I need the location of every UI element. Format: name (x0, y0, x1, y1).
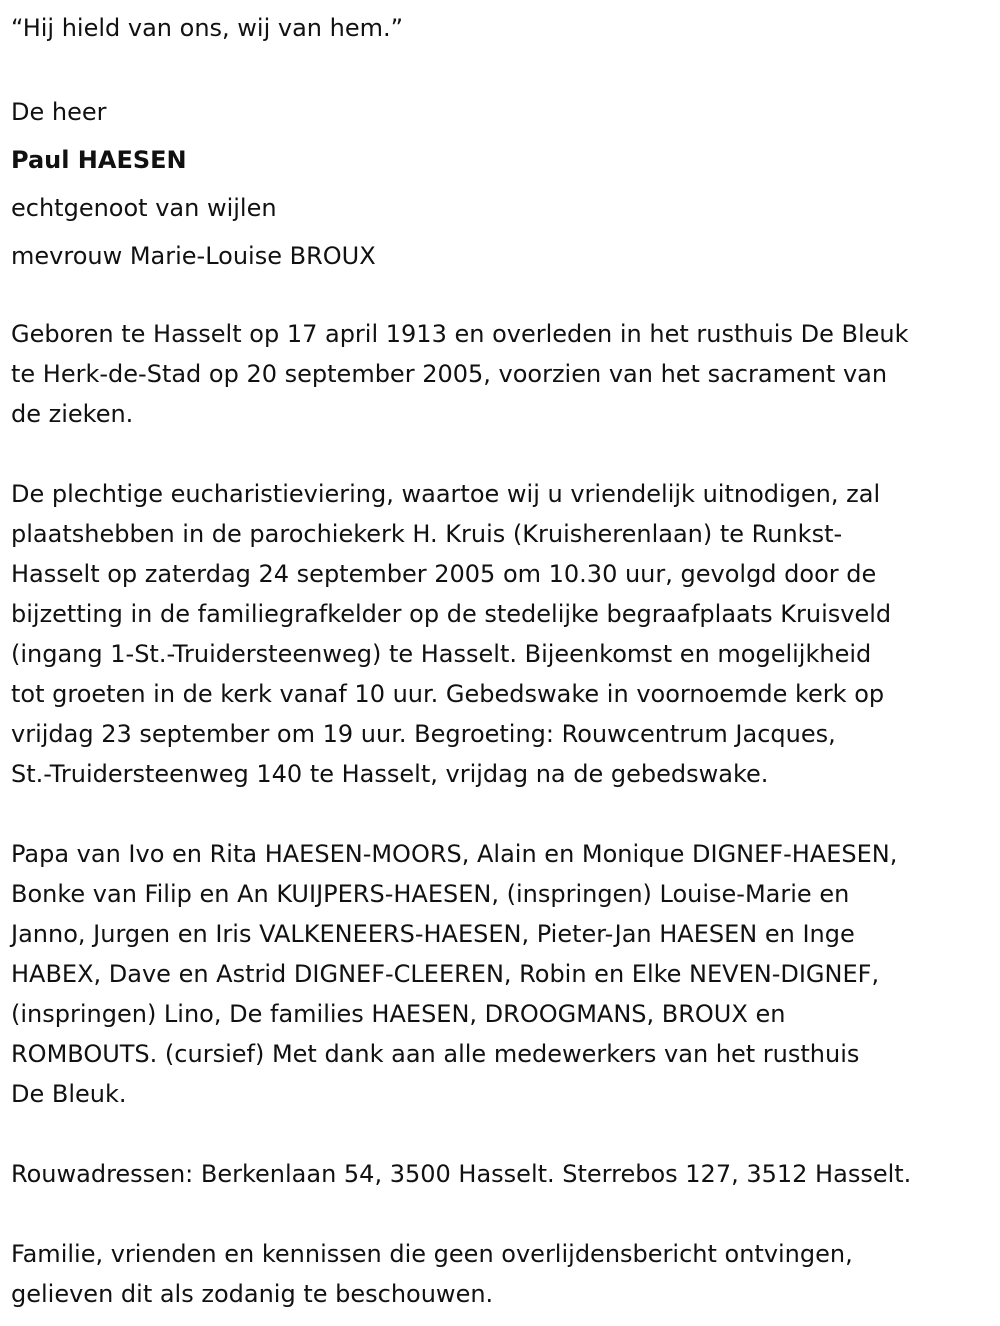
deceased-name: Paul HAESEN (11, 146, 187, 174)
spacer (11, 1114, 996, 1154)
paragraph-line: Janno, Jurgen en Iris VALKENEERS-HAESEN, Pieter-Jan HAESEN en Inge (11, 920, 855, 948)
spouse-name: mevrouw Marie-Louise BROUX (11, 242, 376, 270)
paragraph-line: ROMBOUTS. (cursief) Met dank aan alle medewerkers van het rusthuis (11, 1040, 860, 1068)
paragraph-line: (ingang 1-St.-Truidersteenweg) te Hasselt. Bijeenkomst en mogelijkheid (11, 640, 872, 668)
spacer (11, 794, 996, 834)
paragraph-line: vrijdag 23 september om 19 uur. Begroeting: Rouwcentrum Jacques, (11, 720, 836, 748)
mourning-addresses: Rouwadressen: Berkenlaan 54, 3500 Hasselt. Sterrebos 127, 3512 Hasselt. (11, 1160, 912, 1188)
paragraph-line: HABEX, Dave en Astrid DIGNEF-CLEEREN, Robin en Elke NEVEN-DIGNEF, (11, 960, 880, 988)
paragraph-line: De plechtige eucharistieviering, waartoe wij u vriendelijk uitnodigen, zal (11, 480, 881, 508)
paragraph-line: tot groeten in de kerk vanaf 10 uur. Gebedswake in voornoemde kerk op (11, 680, 885, 708)
family-paragraph (11, 834, 996, 1114)
paragraph-line: bijzetting in de familiegrafkelder op de stedelijke begraafplaats Kruisveld (11, 600, 892, 628)
paragraph-line: Papa van Ivo en Rita HAESEN-MOORS, Alain en Monique DIGNEF-HAESEN, (11, 840, 898, 868)
paragraph-line: St.-Truidersteenweg 140 te Hasselt, vrijdag na de gebedswake. (11, 760, 769, 788)
spacer (11, 1194, 996, 1234)
paragraph-line: (inspringen) Lino, De families HAESEN, DROOGMANS, BROUX en (11, 1000, 786, 1028)
paragraph-line: plaatshebben in de parochiekerk H. Kruis (Kruisherenlaan) te Runkst- (11, 520, 843, 548)
paragraph-line: Geboren te Hasselt op 17 april 1913 en overleden in het rusthuis De Bleuk (11, 320, 909, 348)
paragraph-line: Bonke van Filip en An KUIJPERS-HAESEN, (inspringen) Louise-Marie en (11, 880, 850, 908)
opening-quote: “Hij hield van ons, wij van hem.” (11, 14, 404, 42)
spacer (11, 48, 996, 88)
paragraph-line: Familie, vrienden en kennissen die geen overlijdensbericht ontvingen, (11, 1240, 853, 1268)
honorific: De heer (11, 98, 107, 126)
obituary-document (11, 8, 996, 1314)
paragraph-line: de zieken. (11, 400, 134, 428)
closing-paragraph (11, 1234, 996, 1314)
spacer (11, 280, 996, 314)
paragraph-line: te Herk-de-Stad op 20 september 2005, voorzien van het sacrament van (11, 360, 888, 388)
paragraph-line: Hasselt op zaterdag 24 september 2005 om 10.30 uur, gevolgd door de (11, 560, 877, 588)
birth-death-paragraph (11, 314, 996, 434)
paragraph-line: De Bleuk. (11, 1080, 127, 1108)
spouse-intro: echtgenoot van wijlen (11, 194, 277, 222)
paragraph-line: gelieven dit als zodanig te beschouwen. (11, 1280, 494, 1308)
ceremony-paragraph (11, 474, 996, 794)
spacer (11, 434, 996, 474)
